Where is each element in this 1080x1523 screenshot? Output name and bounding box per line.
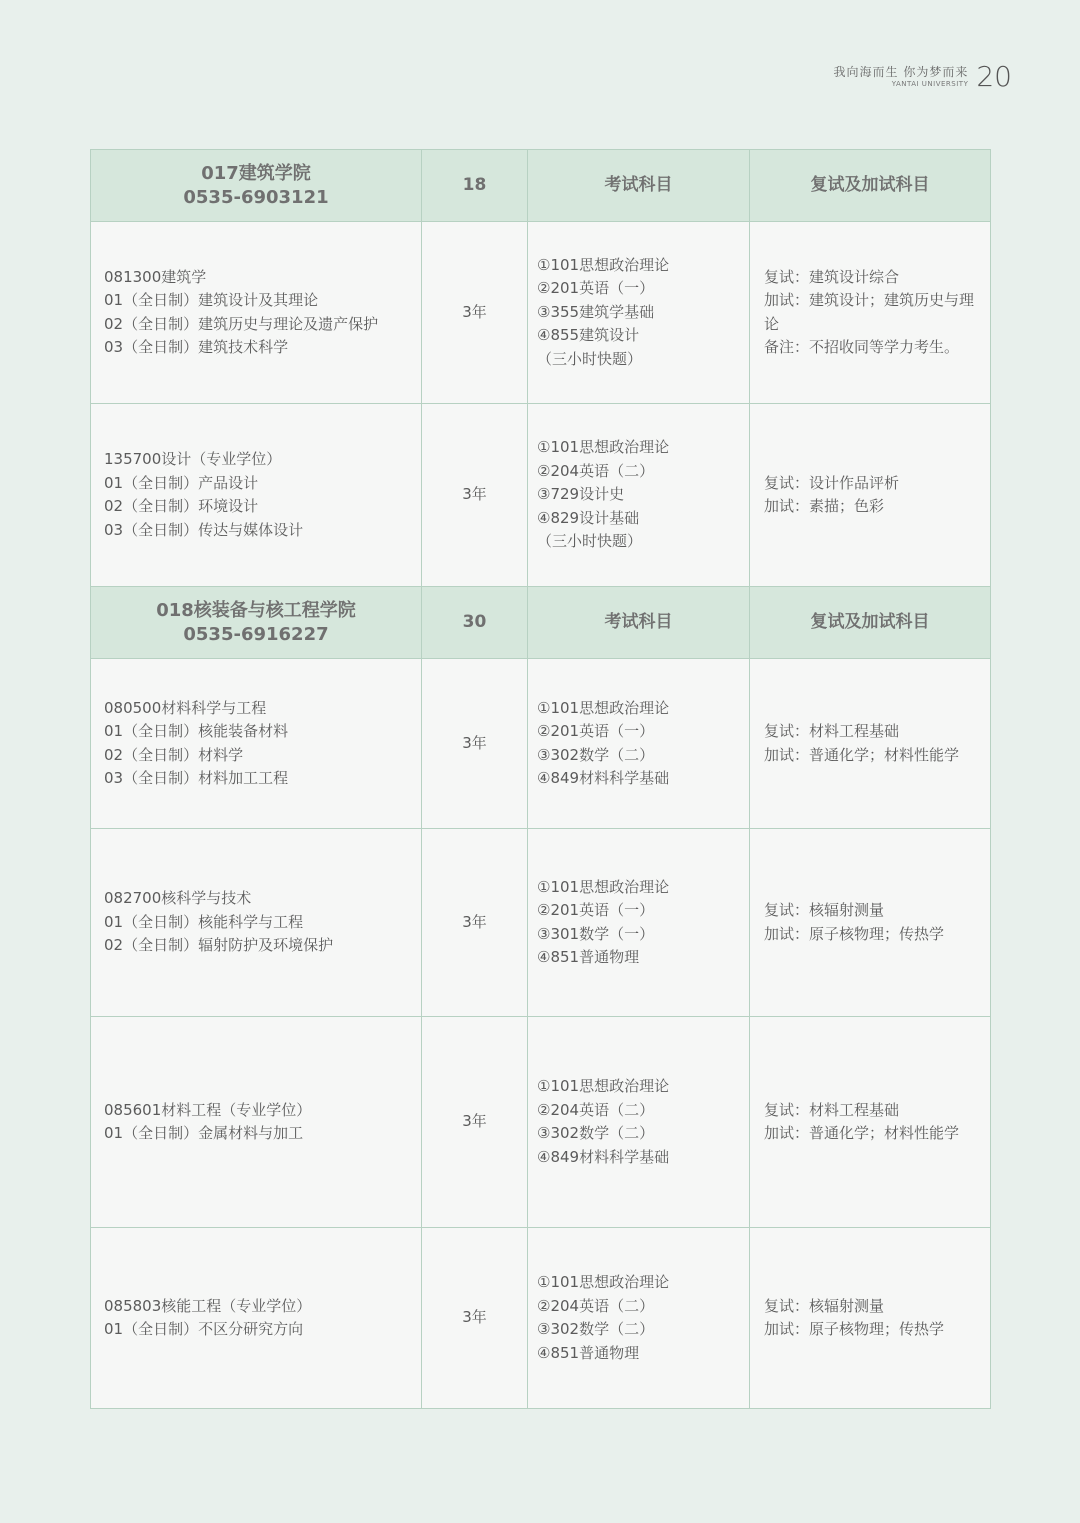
exam-subject: ①101思想政治理论 [537,1273,670,1291]
duration-cell: 3年 [422,404,528,587]
exam-subject: ②204英语（二） [537,1296,655,1315]
department-name: 017建筑学院 [201,162,311,184]
program-direction: 02（全日制）辐射防护及环境保护 [104,936,334,955]
exam-subject: ②204英语（二） [537,1100,655,1119]
exam-subject: ④849材料科学基础 [537,1147,670,1166]
exam-subject: ①101思想政治理论 [537,438,670,457]
exam-subject: ①101思想政治理论 [537,877,670,896]
department-name-cell [91,587,422,659]
program-cell [91,222,422,404]
retest-item: 加试：普通化学；材料性能学 [764,1124,960,1142]
exam-subjects-cell [528,222,750,404]
retest-item: 复试：设计作品评析 [764,473,900,492]
program-title: 082700核科学与技术 [104,889,252,908]
exam-subject-note: （三小时快题） [537,532,643,551]
exam-subjects-cell [528,659,750,829]
exam-subject: ④849材料科学基础 [537,769,670,787]
department-name: 018核装备与核工程学院 [156,599,356,621]
retest-cell [750,222,991,404]
exam-subject: ③301数学（一） [537,924,655,943]
exam-subject: ④851普通物理 [537,1343,640,1362]
retest-cell [750,404,991,587]
exam-subject: ③302数学（二） [537,1320,655,1338]
admissions-table [90,149,991,1409]
exam-column-header: 考试科目 [528,587,750,659]
program-title: 135700设计（专业学位） [104,450,282,468]
retest-item: 复试：核辐射测量 [764,1296,885,1315]
duration-cell: 3年 [422,659,528,829]
duration-cell: 3年 [422,1228,528,1409]
department-phone: 0535-6903121 [183,186,329,208]
program-direction: 01（全日制）产品设计 [104,473,259,492]
exam-subject: ④829设计基础 [537,508,640,527]
exam-subject: ④851普通物理 [537,948,640,966]
program-direction: 02（全日制）环境设计 [104,497,259,515]
department-header [91,587,991,659]
program-direction: 01（全日制）核能科学与工程 [104,912,304,931]
retest-cell [750,1228,991,1409]
table-row [91,1017,991,1228]
quota-cell: 18 [422,150,528,222]
duration-cell: 3年 [422,222,528,404]
program-direction: 02（全日制）建筑历史与理论及遗产保护 [104,314,379,333]
program-cell [91,1017,422,1228]
program-title: 080500材料科学与工程 [104,698,267,717]
program-cell [91,659,422,829]
exam-subject: ①101思想政治理论 [537,1077,670,1095]
retest-cell [750,659,991,829]
exam-subjects-cell [528,829,750,1017]
program-direction: 02（全日制）材料学 [104,745,244,764]
slogan: 我向海而生 你为梦而来 [833,64,969,79]
exam-subject: ①101思想政治理论 [537,698,670,717]
retest-item: 复试：材料工程基础 [764,1100,900,1119]
program-direction: 03（全日制）传达与媒体设计 [104,520,304,539]
table-row [91,659,991,829]
department-header [91,150,991,222]
quota-cell: 30 [422,587,528,659]
exam-subject: ②201英语（一） [537,722,655,740]
table-row [91,404,991,587]
exam-subject: ③302数学（二） [537,1124,655,1142]
retest-item: 加试：原子核物理；传热学 [764,924,945,943]
exam-subjects-cell [528,404,750,587]
retest-item: 加试：原子核物理；传热学 [764,1320,945,1338]
retest-item: 加试：建筑设计；建筑历史与理论 [764,291,975,333]
retest-note: 备注：不招收同等学力考生。 [764,338,960,356]
retest-cell [750,1017,991,1228]
retest-item: 复试：建筑设计综合 [764,267,900,286]
program-direction: 01（全日制）核能装备材料 [104,722,289,740]
department-phone: 0535-6916227 [183,623,329,645]
exam-subjects-cell [528,1017,750,1228]
program-title: 085803核能工程（专业学位） [104,1296,312,1315]
program-title: 081300建筑学 [104,267,207,286]
exam-subject: ③302数学（二） [537,745,655,764]
retest-item: 复试：材料工程基础 [764,722,900,740]
program-cell [91,404,422,587]
exam-subject: ②204英语（二） [537,461,655,480]
program-cell [91,1228,422,1409]
page-header [834,60,1012,93]
retest-item: 加试：普通化学；材料性能学 [764,745,960,764]
table-row [91,1228,991,1409]
program-direction: 03（全日制）材料加工工程 [104,769,289,787]
program-direction: 01（全日制）金属材料与加工 [104,1124,304,1142]
program-direction: 01（全日制）不区分研究方向 [104,1320,304,1338]
header-text [834,66,969,88]
retest-column-header: 复试及加试科目 [750,587,991,659]
exam-subject-note: （三小时快题） [537,349,643,368]
exam-subject: ④855建筑设计 [537,326,640,345]
duration-cell: 3年 [422,829,528,1017]
program-direction: 01（全日制）建筑设计及其理论 [104,291,319,309]
page-number: 20 [976,60,1012,93]
duration-cell: 3年 [422,1017,528,1228]
program-direction: 03（全日制）建筑技术科学 [104,338,289,356]
program-title: 085601材料工程（专业学位） [104,1100,312,1119]
department-name-cell [91,150,422,222]
university-name: YANTAI UNIVERSITY [891,79,969,88]
exam-subject: ③355建筑学基础 [537,302,655,321]
table-row [91,222,991,404]
retest-column-header: 复试及加试科目 [750,150,991,222]
program-cell [91,829,422,1017]
retest-item: 加试：素描；色彩 [764,497,885,515]
exam-subject: ②201英语（一） [537,901,655,919]
table-row [91,829,991,1017]
exam-subject: ①101思想政治理论 [537,255,670,274]
exam-column-header: 考试科目 [528,150,750,222]
exam-subjects-cell [528,1228,750,1409]
retest-cell [750,829,991,1017]
exam-subject: ②201英语（一） [537,279,655,298]
retest-item: 复试：核辐射测量 [764,901,885,919]
exam-subject: ③729设计史 [537,485,625,504]
